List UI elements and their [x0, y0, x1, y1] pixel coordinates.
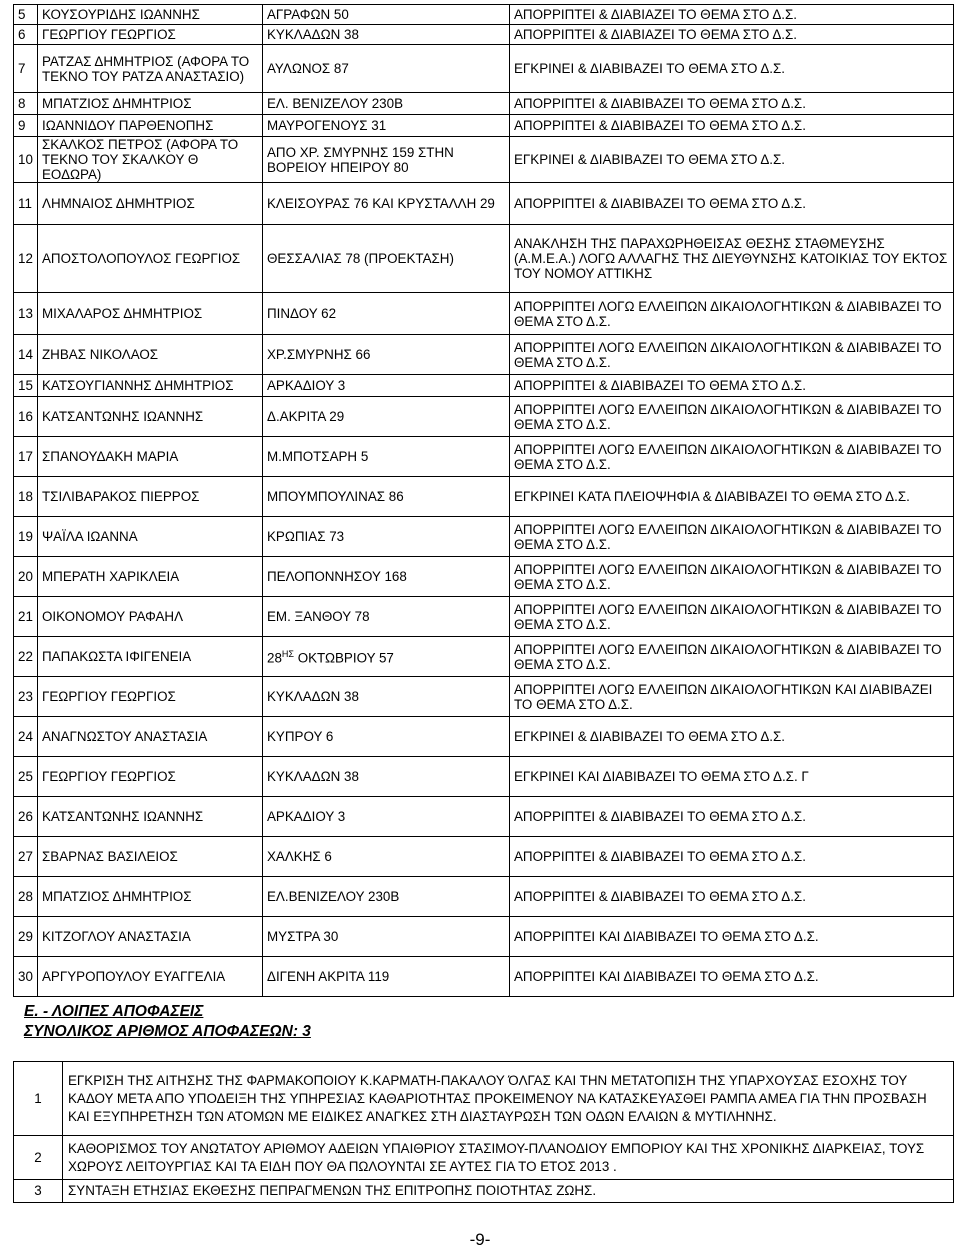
applicant-name: ΚΑΤΣΑΝΤΩΝΗΣ ΙΩΑΝΝΗΣ [38, 397, 263, 437]
table-row [14, 757, 954, 797]
applicant-name: ΚΟΥΣΟΥΡΙΔΗΣ ΙΩΑΝΝΗΣ [38, 5, 263, 25]
applicant-name: ΠΑΠΑΚΩΣΤΑ ΙΦΙΓΕΝΕΙΑ [38, 637, 263, 677]
table-row [14, 437, 954, 477]
table-row [14, 225, 954, 293]
decision: ΕΓΚΡΙΝΕΙ & ΔΙΑΒΙΒΑΖΕΙ ΤΟ ΘΕΜΑ ΣΤΟ Δ.Σ. [510, 45, 954, 93]
decision-row [14, 1062, 954, 1136]
decision: ΑΠΟΡΡΙΠΤΕΙ ΛΟΓΩ ΕΛΛΕΙΠΩΝ ΔΙΚΑΙΟΛΟΓΗΤΙΚΩΝ & ΔΙΑΒΙΒΑΖΕΙ ΤΟ ΘΕΜΑ ΣΤΟ Δ.Σ. [510, 293, 954, 335]
decision: ΑΝΑΚΛΗΣΗ ΤΗΣ ΠΑΡΑΧΩΡΗΘΕΙΣΑΣ ΘΕΣΗΣ ΣΤΑΘΜΕΥΣΗΣ (Α.Μ.Ε.Α.) ΛΟΓΩ ΑΛΛΑΓΗΣ ΤΗΣ ΔΙΕΥΘΥΝΣΗΣ ΚΑΤΟΙΚΙΑΣ ΤΟΥ ΕΚΤΟΣ ΤΟΥ ΝΟΜΟΥ ΑΤΤΙΚΗΣ [510, 225, 954, 293]
decision: ΑΠΟΡΡΙΠΤΕΙ & ΔΙΑΒΙΒΑΖΕΙ ΤΟ ΘΕΜΑ ΣΤΟ Δ.Σ. [510, 877, 954, 917]
applicant-name: ΣΒΑΡΝΑΣ ΒΑΣΙΛΕΙΟΣ [38, 837, 263, 877]
table-row [14, 517, 954, 557]
row-number: 14 [14, 335, 38, 375]
table-row [14, 597, 954, 637]
applicant-name: ΑΝΑΓΝΩΣΤΟΥ ΑΝΑΣΤΑΣΙΑ [38, 717, 263, 757]
decision: ΑΠΟΡΡΙΠΤΕΙ ΚΑΙ ΔΙΑΒΙΒΑΖΕΙ ΤΟ ΘΕΜΑ ΣΤΟ Δ.Σ. [510, 957, 954, 997]
address-ordinal: ΗΣ [281, 649, 294, 660]
applicant-name: ΚΑΤΣΟΥΓΙΑΝΝΗΣ ΔΗΜΗΤΡΙΟΣ [38, 375, 263, 397]
address: ΚΥΚΛΑΔΩΝ 38 [263, 757, 510, 797]
row-number: 8 [14, 93, 38, 115]
row-number: 22 [14, 637, 38, 677]
row-number: 18 [14, 477, 38, 517]
address: ΧΑΛΚΗΣ 6 [263, 837, 510, 877]
applicant-name: ΑΡΓΥΡΟΠΟΥΛΟΥ ΕΥΑΓΓΕΛΙΑ [38, 957, 263, 997]
table-row [14, 375, 954, 397]
decision: ΑΠΟΡΡΙΠΤΕΙ ΛΟΓΩ ΕΛΛΕΙΠΩΝ ΔΙΚΑΙΟΛΟΓΗΤΙΚΩΝ & ΔΙΑΒΙΒΑΖΕΙ ΤΟ ΘΕΜΑ ΣΤΟ Δ.Σ. [510, 397, 954, 437]
row-number: 27 [14, 837, 38, 877]
table-row [14, 183, 954, 225]
decision: ΑΠΟΡΡΙΠΤΕΙ & ΔΙΑΒΙΒΑΖΕΙ ΤΟ ΘΕΜΑ ΣΤΟ Δ.Σ. [510, 797, 954, 837]
decision: ΕΓΚΡΙΝΕΙ ΚΑΤΑ ΠΛΕΙΟΨΗΦΙΑ & ΔΙΑΒΙΒΑΖΕΙ ΤΟ ΘΕΜΑ ΣΤΟ Δ.Σ. [510, 477, 954, 517]
applicant-name: ΜΠΕΡΑΤΗ ΧΑΡΙΚΛΕΙΑ [38, 557, 263, 597]
decision: ΑΠΟΡΡΙΠΤΕΙ ΛΟΓΩ ΕΛΛΕΙΠΩΝ ΔΙΚΑΙΟΛΟΓΗΤΙΚΩΝ & ΔΙΑΒΙΒΑΖΕΙ ΤΟ ΘΕΜΑ ΣΤΟ Δ.Σ. [510, 557, 954, 597]
other-decisions-body [14, 1062, 954, 1203]
decision: ΑΠΟΡΡΙΠΤΕΙ & ΔΙΑΒΙΒΑΖΕΙ ΤΟ ΘΕΜΑ ΣΤΟ Δ.Σ. [510, 837, 954, 877]
address: ΔΙΓΕΝΗ ΑΚΡΙΤΑ 119 [263, 957, 510, 997]
decision-number: 1 [14, 1062, 63, 1136]
address [263, 637, 510, 677]
decision: ΑΠΟΡΡΙΠΤΕΙ & ΔΙΑΒΙΑΖΕΙ ΤΟ ΘΕΜΑ ΣΤΟ Δ.Σ. [510, 5, 954, 25]
table-row [14, 397, 954, 437]
decision: ΕΓΚΡΙΝΕΙ & ΔΙΑΒΙΒΑΖΕΙ ΤΟ ΘΕΜΑ ΣΤΟ Δ.Σ. [510, 717, 954, 757]
row-number: 28 [14, 877, 38, 917]
table-row [14, 115, 954, 137]
decision: ΑΠΟΡΡΙΠΤΕΙ ΛΟΓΩ ΕΛΛΕΙΠΩΝ ΔΙΚΑΙΟΛΟΓΗΤΙΚΩΝ & ΔΙΑΒΙΒΑΖΕΙ ΤΟ ΘΕΜΑ ΣΤΟ Δ.Σ. [510, 517, 954, 557]
decision-row [14, 1136, 954, 1180]
table-row [14, 957, 954, 997]
table-row [14, 717, 954, 757]
applicant-name: ΜΙΧΑΛΑΡΟΣ ΔΗΜΗΤΡΙΟΣ [38, 293, 263, 335]
address: ΚΡΩΠΙΑΣ 73 [263, 517, 510, 557]
address: ΚΥΠΡΟΥ 6 [263, 717, 510, 757]
row-number: 26 [14, 797, 38, 837]
row-number: 29 [14, 917, 38, 957]
applicant-name: ΜΠΑΤΖΙΟΣ ΔΗΜΗΤΡΙΟΣ [38, 877, 263, 917]
applicant-name: ΚΙΤΖΟΓΛΟΥ ΑΝΑΣΤΑΣΙΑ [38, 917, 263, 957]
applicant-name: ΑΠΟΣΤΟΛΟΠΟΥΛΟΣ ΓΕΩΡΓΙΟΣ [38, 225, 263, 293]
table-row [14, 293, 954, 335]
decision: ΑΠΟΡΡΙΠΤΕΙ ΚΑΙ ΔΙΑΒΙΒΑΖΕΙ ΤΟ ΘΕΜΑ ΣΤΟ Δ.Σ. [510, 917, 954, 957]
applicant-name: ΚΑΤΣΑΝΤΩΝΗΣ ΙΩΑΝΝΗΣ [38, 797, 263, 837]
row-number: 24 [14, 717, 38, 757]
row-number: 13 [14, 293, 38, 335]
row-number: 5 [14, 5, 38, 25]
table-row [14, 837, 954, 877]
address: ΚΥΚΛΑΔΩΝ 38 [263, 677, 510, 717]
applications-table-body [14, 5, 954, 997]
address: ΑΠΟ ΧΡ. ΣΜΥΡΝΗΣ 159 ΣΤΗΝ ΒΟΡΕΙΟΥ ΗΠΕΙΡΟΥ 80 [263, 137, 510, 183]
address: ΠΕΛΟΠΟΝΝΗΣΟΥ 168 [263, 557, 510, 597]
applicant-name: ΟΙΚΟΝΟΜΟΥ ΡΑΦΑΗΛ [38, 597, 263, 637]
table-row [14, 557, 954, 597]
decision: ΑΠΟΡΡΙΠΤΕΙ & ΔΙΑΒΙΒΑΖΕΙ ΤΟ ΘΕΜΑ ΣΤΟ Δ.Σ. [510, 93, 954, 115]
address: ΚΥΚΛΑΔΩΝ 38 [263, 25, 510, 45]
decision-text: ΕΓΚΡΙΣΗ ΤΗΣ ΑΙΤΗΣΗΣ ΤΗΣ ΦΑΡΜΑΚΟΠΟΙΟΥ Κ.ΚΑΡΜΑΤΗ-ΠΑΚΑΛΟΥ ΌΛΓΑΣ ΚΑΙ ΤΗΝ ΜΕΤΑΤΟΠΙΣΗ ΤΗΣ ΥΠΑΡΧΟΥΣΑΣ ΕΣΟΧΗΣ ΤΟΥ ΚΑΔΟΥ ΜΕΤΑ ΑΠΟ ΥΠΟΔΕΙΞΗ ΤΗΣ ΥΠΗΡΕΣΙΑΣ ΚΑΘΑΡΙΟΤΗΤΑΣ ΠΡΟΚΕΙΜΕΝΟΥ ΝΑ ΚΑΤΑΣΚΕΥΑΣΘΕΙ ΡΑΜΠΑ ΑΜΕΑ ΓΙΑ ΤΗΝ ΠΡΟΣΒΑΣΗ ΚΑΙ ΕΞΥΠΗΡΕΤΗΣΗ ΤΩΝ ΑΤΟΜΩΝ ΜΕ ΕΙΔΙΚΕΣ ΑΝΑΓΚΕΣ ΣΤΗ ΔΙΑΣΤΑΥΡΩΣΗ ΤΩΝ ΟΔΩΝ ΕΛΑΙΩΝ & ΜΥΤΙΛΗΝΗΣ. [63, 1062, 954, 1136]
section-title: Ε. - ΛΟΙΠΕΣ ΑΠΟΦΑΣΕΙΣ [24, 1003, 204, 1020]
applicant-name: ΣΠΑΝΟΥΔΑΚΗ ΜΑΡΙΑ [38, 437, 263, 477]
row-number: 23 [14, 677, 38, 717]
decision-row [14, 1180, 954, 1203]
applicant-name: ΣΚΑΛΚΟΣ ΠΕΤΡΟΣ (ΑΦΟΡΑ ΤΟ ΤΕΚΝΟ ΤΟΥ ΣΚΑΛΚΟΥ Θ ΕΟΔΩΡΑ) [38, 137, 263, 183]
page-number: -9- [469, 1230, 491, 1249]
address: ΑΡΚΑΔΙΟΥ 3 [263, 375, 510, 397]
row-number: 9 [14, 115, 38, 137]
applications-table [13, 4, 954, 997]
decision: ΑΠΟΡΡΙΠΤΕΙ ΛΟΓΩ ΕΛΛΕΙΠΩΝ ΔΙΚΑΙΟΛΟΓΗΤΙΚΩΝ & ΔΙΑΒΙΒΑΖΕΙ ΤΟ ΘΕΜΑ ΣΤΟ Δ.Σ. [510, 437, 954, 477]
row-number: 17 [14, 437, 38, 477]
decision: ΑΠΟΡΡΙΠΤΕΙ & ΔΙΑΒΙΒΑΖΕΙ ΤΟ ΘΕΜΑ ΣΤΟ Δ.Σ. [510, 183, 954, 225]
table-row [14, 5, 954, 25]
row-number: 30 [14, 957, 38, 997]
address: Δ.ΑΚΡΙΤΑ 29 [263, 397, 510, 437]
address: ΑΓΡΑΦΩΝ 50 [263, 5, 510, 25]
decision: ΑΠΟΡΡΙΠΤΕΙ & ΔΙΑΒΙΑΖΕΙ ΤΟ ΘΕΜΑ ΣΤΟ Δ.Σ. [510, 25, 954, 45]
decision: ΕΓΚΡΙΝΕΙ ΚΑΙ ΔΙΑΒΙΒΑΖΕΙ ΤΟ ΘΕΜΑ ΣΤΟ Δ.Σ. Γ [510, 757, 954, 797]
address-street: ΟΚΤΩΒΡΙΟΥ 57 [293, 650, 394, 666]
row-number: 20 [14, 557, 38, 597]
applicant-name: ΤΣΙΛΙΒΑΡΑΚΟΣ ΠΙΕΡΡΟΣ [38, 477, 263, 517]
address: ΕΜ. ΞΑΝΘΟΥ 78 [263, 597, 510, 637]
table-row [14, 335, 954, 375]
decisions-count: ΣΥΝΟΛΙΚΟΣ ΑΡΙΘΜΟΣ ΑΠΟΦΑΣΕΩΝ: 3 [24, 1023, 311, 1040]
decision: ΑΠΟΡΡΙΠΤΕΙ ΛΟΓΩ ΕΛΛΕΙΠΩΝ ΔΙΚΑΙΟΛΟΓΗΤΙΚΩΝ ΚΑΙ ΔΙΑΒΙΒΑΖΕΙ ΤΟ ΘΕΜΑ ΣΤΟ Δ.Σ. [510, 677, 954, 717]
address: Μ.ΜΠΟΤΣΑΡΗ 5 [263, 437, 510, 477]
row-number: 12 [14, 225, 38, 293]
table-row [14, 45, 954, 93]
decision: ΑΠΟΡΡΙΠΤΕΙ ΛΟΓΩ ΕΛΛΕΙΠΩΝ ΔΙΚΑΙΟΛΟΓΗΤΙΚΩΝ & ΔΙΑΒΙΒΑΖΕΙ ΤΟ ΘΕΜΑ ΣΤΟ Δ.Σ. [510, 335, 954, 375]
section-heading [24, 1002, 311, 1042]
table-row [14, 677, 954, 717]
decision: ΕΓΚΡΙΝΕΙ & ΔΙΑΒΙΒΑΖΕΙ ΤΟ ΘΕΜΑ ΣΤΟ Δ.Σ. [510, 137, 954, 183]
table-row [14, 93, 954, 115]
decision: ΑΠΟΡΡΙΠΤΕΙ & ΔΙΑΒΙΒΑΖΕΙ ΤΟ ΘΕΜΑ ΣΤΟ Δ.Σ. [510, 115, 954, 137]
decision-text: ΚΑΘΟΡΙΣΜΟΣ ΤΟΥ ΑΝΩΤΑΤΟΥ ΑΡΙΘΜΟΥ ΑΔΕΙΩΝ ΥΠΑΙΘΡΙΟΥ ΣΤΑΣΙΜΟΥ-ΠΛΑΝΟΔΙΟΥ ΕΜΠΟΡΙΟΥ ΚΑΙ ΤΗΣ ΧΡΟΝΙΚΗΣ ΔΙΑΡΚΕΙΑΣ, ΤΟΥΣ ΧΩΡΟΥΣ ΛΕΙΤΟΥΡΓΙΑΣ ΚΑΙ ΤΑ ΕΙΔΗ ΠΟΥ ΘΑ ΠΩΛΟΥΝΤΑΙ ΣΕ ΑΥΤΕΣ ΓΙΑ ΤΟ ΕΤΟΣ 2013 . [63, 1136, 954, 1180]
row-number: 6 [14, 25, 38, 45]
decision-text: ΣΥΝΤΑΞΗ ΕΤΗΣΙΑΣ ΕΚΘΕΣΗΣ ΠΕΠΡΑΓΜΕΝΩΝ ΤΗΣ ΕΠΙΤΡΟΠΗΣ ΠΟΙΟΤΗΤΑΣ ΖΩΗΣ. [63, 1180, 954, 1203]
applicant-name: ΓΕΩΡΓΙΟΥ ΓΕΩΡΓΙΟΣ [38, 757, 263, 797]
address: ΑΡΚΑΔΙΟΥ 3 [263, 797, 510, 837]
table-row [14, 917, 954, 957]
table-row [14, 25, 954, 45]
row-number: 15 [14, 375, 38, 397]
applicant-name: ΓΕΩΡΓΙΟΥ ΓΕΩΡΓΙΟΣ [38, 25, 263, 45]
table-row [14, 477, 954, 517]
applicant-name: ΛΗΜΝΑΙΟΣ ΔΗΜΗΤΡΙΟΣ [38, 183, 263, 225]
address: ΕΛ. ΒΕΝΙΖΕΛΟΥ 230Β [263, 93, 510, 115]
address: ΜΠΟΥΜΠΟΥΛΙΝΑΣ 86 [263, 477, 510, 517]
applicant-name: ΜΠΑΤΖΙΟΣ ΔΗΜΗΤΡΙΟΣ [38, 93, 263, 115]
applicant-name: ΓΕΩΡΓΙΟΥ ΓΕΩΡΓΙΟΣ [38, 677, 263, 717]
address: ΜΥΣΤΡΑ 30 [263, 917, 510, 957]
applicant-name: ΖΗΒΑΣ ΝΙΚΟΛΑΟΣ [38, 335, 263, 375]
address-number: 28 [267, 650, 282, 666]
applicant-name: ΡΑΤΖΑΣ ΔΗΜΗΤΡΙΟΣ (ΑΦΟΡΑ ΤΟ ΤΕΚΝΟ ΤΟΥ ΡΑΤΖΑ ΑΝΑΣΤΑΣΙΟ) [38, 45, 263, 93]
decision: ΑΠΟΡΡΙΠΤΕΙ & ΔΙΑΒΙΒΑΖΕΙ ΤΟ ΘΕΜΑ ΣΤΟ Δ.Σ. [510, 375, 954, 397]
other-decisions-table [13, 1061, 954, 1203]
row-number: 19 [14, 517, 38, 557]
decision: ΑΠΟΡΡΙΠΤΕΙ ΛΟΓΩ ΕΛΛΕΙΠΩΝ ΔΙΚΑΙΟΛΟΓΗΤΙΚΩΝ & ΔΙΑΒΙΒΑΖΕΙ ΤΟ ΘΕΜΑ ΣΤΟ Δ.Σ. [510, 597, 954, 637]
address: ΑΥΛΩΝΟΣ 87 [263, 45, 510, 93]
address: ΧΡ.ΣΜΥΡΝΗΣ 66 [263, 335, 510, 375]
table-row [14, 137, 954, 183]
table-row [14, 797, 954, 837]
address: ΕΛ.ΒΕΝΙΖΕΛΟΥ 230Β [263, 877, 510, 917]
applicant-name: ΙΩΑΝΝΙΔΟΥ ΠΑΡΘΕΝΟΠΗΣ [38, 115, 263, 137]
row-number: 10 [14, 137, 38, 183]
address: ΘΕΣΣΑΛΙΑΣ 78 (ΠΡΟΕΚΤΑΣΗ) [263, 225, 510, 293]
row-number: 25 [14, 757, 38, 797]
applicant-name: ΨΑΪΛΑ ΙΩΑΝΝΑ [38, 517, 263, 557]
decision-number: 2 [14, 1136, 63, 1180]
decision: ΑΠΟΡΡΙΠΤΕΙ ΛΟΓΩ ΕΛΛΕΙΠΩΝ ΔΙΚΑΙΟΛΟΓΗΤΙΚΩΝ & ΔΙΑΒΙΒΑΖΕΙ ΤΟ ΘΕΜΑ ΣΤΟ Δ.Σ. [510, 637, 954, 677]
address: ΠΙΝΔΟΥ 62 [263, 293, 510, 335]
address: ΚΛΕΙΣΟΥΡΑΣ 76 ΚΑΙ ΚΡΥΣΤΑΛΛΗ 29 [263, 183, 510, 225]
row-number: 7 [14, 45, 38, 93]
address: ΜΑΥΡΟΓΕΝΟΥΣ 31 [263, 115, 510, 137]
table-row [14, 877, 954, 917]
decision-number: 3 [14, 1180, 63, 1203]
row-number: 21 [14, 597, 38, 637]
row-number: 16 [14, 397, 38, 437]
table-row [14, 637, 954, 677]
row-number: 11 [14, 183, 38, 225]
